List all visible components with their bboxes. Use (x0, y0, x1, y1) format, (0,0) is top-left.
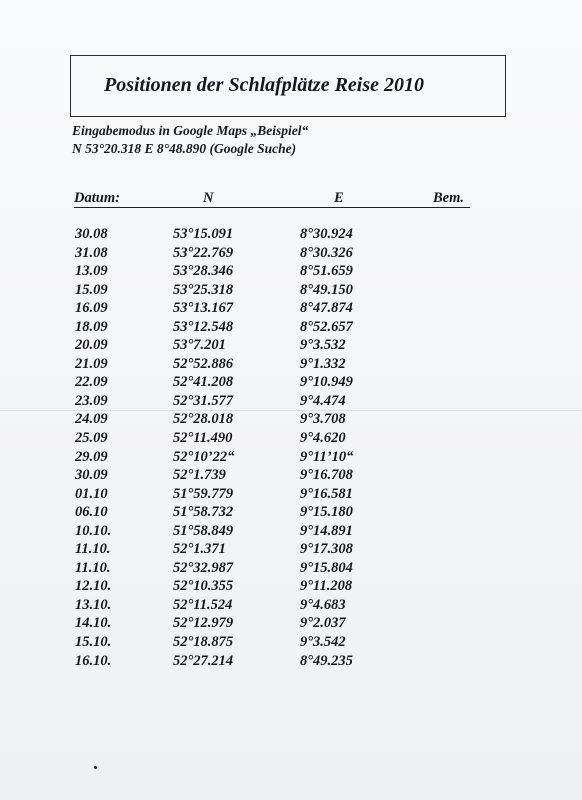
cell-date: 30.09 (75, 467, 108, 484)
cell-east: 9°3.542 (300, 634, 346, 651)
cell-east: 8°30.924 (300, 226, 353, 242)
table-row (0, 374, 582, 393)
table-row (0, 597, 582, 616)
cell-north: 52°31.577 (173, 392, 234, 409)
cell-north: 53°7.201 (173, 337, 226, 354)
cell-east: 9°4.620 (300, 430, 346, 447)
cell-east: 8°52.657 (300, 318, 353, 335)
cell-north: 52°41.208 (173, 374, 234, 391)
table-row (0, 430, 582, 449)
cell-east: 9°2.037 (300, 615, 346, 632)
cell-east: 9°3.532 (300, 337, 346, 354)
cell-east: 8°49.150 (300, 281, 353, 298)
cell-east: 9°10.949 (300, 374, 353, 391)
column-header-north: N (203, 190, 214, 206)
table-row (0, 449, 582, 468)
cell-north: 52°28.018 (173, 411, 234, 428)
cell-east: 8°51.659 (300, 263, 353, 280)
table-row (0, 263, 582, 282)
cell-date: 10.10. (75, 522, 112, 539)
table-row (0, 578, 582, 597)
cell-east: 9°16.581 (300, 485, 353, 502)
cell-date: 15.09 (75, 281, 108, 298)
ink-speck (94, 766, 97, 769)
cell-east: 8°47.874 (300, 300, 353, 317)
cell-north: 52°27.214 (173, 652, 234, 669)
subtitle-example-coordinates: N 53°20.318 E 8°48.890 (Google Suche) (72, 141, 297, 156)
cell-date: 20.09 (75, 337, 108, 354)
cell-east: 8°49.235 (300, 652, 353, 669)
table-row (0, 282, 582, 301)
cell-north: 52°11.490 (173, 430, 233, 447)
cell-north: 53°13.167 (173, 300, 234, 317)
positions-table (0, 226, 582, 671)
cell-north: 52°10.355 (173, 578, 234, 595)
cell-east: 9°15.180 (300, 504, 353, 521)
table-row (0, 226, 582, 245)
cell-date: 18.09 (75, 318, 108, 335)
cell-date: 31.08 (75, 244, 108, 261)
cell-east: 9°4.683 (300, 596, 346, 613)
cell-north: 53°25.318 (173, 281, 234, 298)
cell-north: 52°11.524 (173, 596, 233, 613)
cell-north: 52°12.979 (173, 615, 234, 632)
table-row (0, 245, 582, 264)
cell-date: 30.08 (75, 226, 108, 242)
cell-north: 53°22.769 (173, 244, 234, 261)
cell-north: 53°12.548 (173, 318, 234, 335)
table-row (0, 615, 582, 634)
cell-east: 9°16.708 (300, 467, 353, 484)
cell-east: 9°17.308 (300, 541, 353, 558)
cell-north: 52°18.875 (173, 634, 234, 651)
cell-east: 8°30.326 (300, 244, 353, 261)
cell-north: 52°52.886 (173, 355, 234, 372)
cell-date: 16.10. (75, 652, 112, 669)
cell-north: 52°10’22“ (173, 448, 235, 465)
table-row (0, 523, 582, 542)
cell-east: 9°14.891 (300, 522, 353, 539)
document-title: Positionen der Schlafplätze Reise 2010 (104, 74, 424, 96)
cell-date: 11.10. (75, 559, 111, 576)
cell-north: 52°32.987 (173, 559, 234, 576)
cell-date: 29.09 (75, 448, 108, 465)
cell-east: 9°15.804 (300, 559, 353, 576)
table-row (0, 653, 582, 672)
cell-date: 22.09 (75, 374, 108, 391)
cell-date: 16.09 (75, 300, 108, 317)
cell-date: 21.09 (75, 355, 108, 372)
table-row (0, 337, 582, 356)
header-underline (74, 207, 470, 208)
cell-date: 13.10. (75, 596, 112, 613)
cell-date: 01.10 (75, 485, 108, 502)
cell-date: 06.10 (75, 504, 108, 521)
cell-date: 11.10. (75, 541, 111, 558)
cell-date: 13.09 (75, 263, 108, 280)
table-row (0, 356, 582, 375)
cell-north: 52°1.371 (173, 541, 226, 558)
cell-east: 9°1.332 (300, 355, 346, 372)
subtitle-input-mode: Eingabemodus in Google Maps „Beispiel“ (72, 123, 309, 138)
table-row (0, 319, 582, 338)
column-header-east: E (334, 190, 344, 206)
table-row (0, 411, 582, 430)
cell-date: 15.10. (75, 634, 112, 651)
cell-east: 9°11.208 (300, 578, 353, 595)
cell-date: 23.09 (75, 392, 108, 409)
cell-east: 9°3.708 (300, 411, 346, 428)
cell-date: 24.09 (75, 411, 108, 428)
table-row (0, 486, 582, 505)
table-row (0, 634, 582, 653)
table-row (0, 467, 582, 486)
table-row (0, 541, 582, 560)
table-row (0, 300, 582, 319)
cell-north: 52°1.739 (173, 467, 226, 484)
table-row (0, 560, 582, 579)
cell-east: 9°4.474 (300, 392, 346, 409)
table-row (0, 393, 582, 412)
cell-north: 51°58.732 (173, 504, 234, 521)
cell-north: 53°28.346 (173, 263, 234, 280)
cell-north: 51°58.849 (173, 522, 234, 539)
cell-north: 53°15.091 (173, 226, 234, 242)
cell-date: 14.10. (75, 615, 112, 632)
column-header-date: Datum: (74, 190, 120, 206)
cell-date: 25.09 (75, 430, 108, 447)
table-row (0, 504, 582, 523)
cell-north: 51°59.779 (173, 485, 234, 502)
column-header-remarks: Bem. (433, 190, 465, 206)
cell-east: 9°11’10“ (300, 448, 354, 465)
cell-date: 12.10. (75, 578, 112, 595)
